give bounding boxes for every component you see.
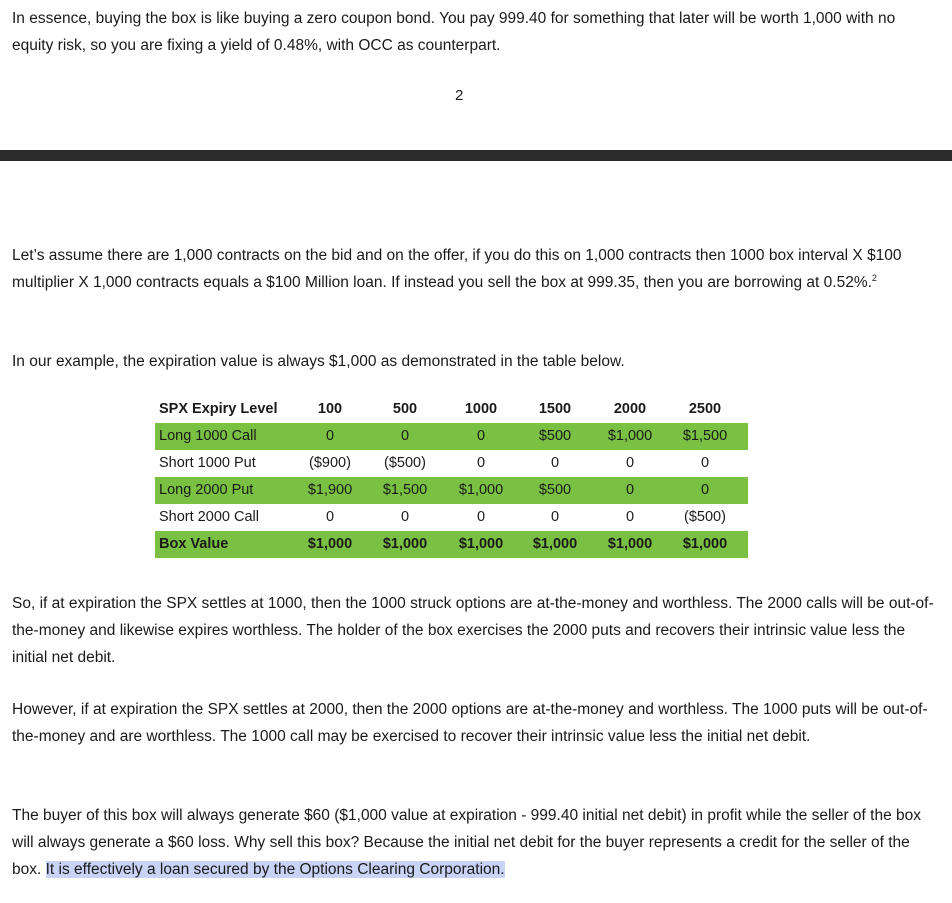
table-row-box-value: [155, 531, 748, 558]
paragraph-settles-1000: So, if at expiration the SPX settles at 1000, then the 1000 struck options are at-the-money and worthless. The 2000 calls will be out-of-the-money and likewise expires worthless. The holder of the box exercises the 2000 puts and recovers their intrinsic value less the initial net debit.: [12, 595, 934, 666]
paragraph-zero-coupon: In essence, buying the box is like buying a zero coupon bond. You pay 999.40 for something that later will be worth 1,000 with no equity risk, so you are fixing a yield of 0.48%, with OCC as counterpart.: [12, 10, 896, 54]
table-cell: 0: [476, 509, 486, 525]
table-cell: $500: [538, 482, 572, 498]
table-row-label: Short 1000 Put: [159, 455, 256, 471]
table-cell: 0: [700, 455, 710, 471]
table-cell: 0: [550, 455, 560, 471]
table-row-label: Long 1000 Call: [159, 428, 257, 444]
table-cell: 0: [625, 509, 635, 525]
table-cell: ($900): [309, 455, 351, 471]
table-row-long-1000-call: [155, 423, 748, 450]
table-cell: ($500): [384, 455, 426, 471]
table-cell: 0: [325, 428, 335, 444]
table-header-cell: 100: [317, 401, 343, 417]
table-cell: $1,000: [682, 536, 728, 552]
table-row-long-2000-put: [155, 477, 748, 504]
table-cell: $500: [538, 428, 572, 444]
table-cell: 0: [400, 428, 410, 444]
table-header-label: SPX Expiry Level: [159, 401, 278, 417]
table-cell: 0: [625, 482, 635, 498]
table-cell: 0: [625, 455, 635, 471]
paragraph-buyer-seller-text: The buyer of this box will always generate $60 ($1,000 value at expiration - 999.40 initial net debit) in profit while the seller of the box will always generate a $60 loss. Why sell this box? Because the initial net debit for the buyer represents a credit for the seller of the box.: [12, 807, 921, 878]
paragraph-settles-2000: However, if at expiration the SPX settles at 2000, then the 2000 options are at-the-money and worthless. The 1000 puts will be out-of-the-money and are worthless. The 1000 call may be exercised to recover their intrinsic value less the initial net debit.: [12, 701, 928, 745]
table-cell: 0: [476, 455, 486, 471]
page-divider: [0, 150, 952, 161]
table-header-cell: 2500: [688, 401, 722, 417]
table-cell: 0: [476, 428, 486, 444]
table-cell: $1,000: [382, 536, 428, 552]
table-cell: 0: [400, 509, 410, 525]
table-cell: $1,500: [382, 482, 428, 498]
table-cell: 0: [550, 509, 560, 525]
table-cell: $1,000: [532, 536, 578, 552]
table-cell: $1,000: [607, 536, 653, 552]
table-row-short-1000-put: [155, 450, 748, 477]
table-cell: $1,000: [607, 428, 653, 444]
table-cell: 0: [700, 482, 710, 498]
table-cell: $1,000: [307, 536, 353, 552]
table-cell: 0: [325, 509, 335, 525]
table-header-cell: 2000: [613, 401, 647, 417]
table-header-cell: 500: [392, 401, 418, 417]
table-cell: $1,000: [458, 536, 504, 552]
table-row-label: Long 2000 Put: [159, 482, 254, 498]
highlighted-text[interactable]: It is effectively a loan secured by the Options Clearing Corporation.: [45, 861, 505, 878]
page-number: 2: [455, 87, 464, 104]
table-header-cell: 1000: [464, 401, 498, 417]
paragraph-loan-example: [12, 242, 937, 296]
table-row-label: Box Value: [159, 536, 229, 552]
paragraph-buyer-seller: [12, 802, 937, 883]
table-row-label: Short 2000 Call: [159, 509, 259, 525]
table-row-short-2000-call: [155, 504, 748, 531]
table-header-cell: 1500: [538, 401, 572, 417]
table-cell: ($500): [684, 509, 726, 525]
table-header-row: [155, 396, 748, 423]
paragraph-table-intro: In our example, the expiration value is always $1,000 as demonstrated in the table below.: [12, 353, 625, 370]
box-value-table: [155, 396, 748, 558]
table-cell: $1,900: [307, 482, 353, 498]
table-cell: $1,500: [682, 428, 728, 444]
table-cell: $1,000: [458, 482, 504, 498]
footnote-marker: 2: [871, 272, 877, 283]
paragraph-loan-text: Let’s assume there are 1,000 contracts on the bid and on the offer, if you do this on 1,000 contracts then 1000 box interval X $100 multiplier X 1,000 contracts equals a $100 Million loan. If instead you sell the box at 999.35, then you are borrowing at 0.52%.: [12, 247, 902, 291]
